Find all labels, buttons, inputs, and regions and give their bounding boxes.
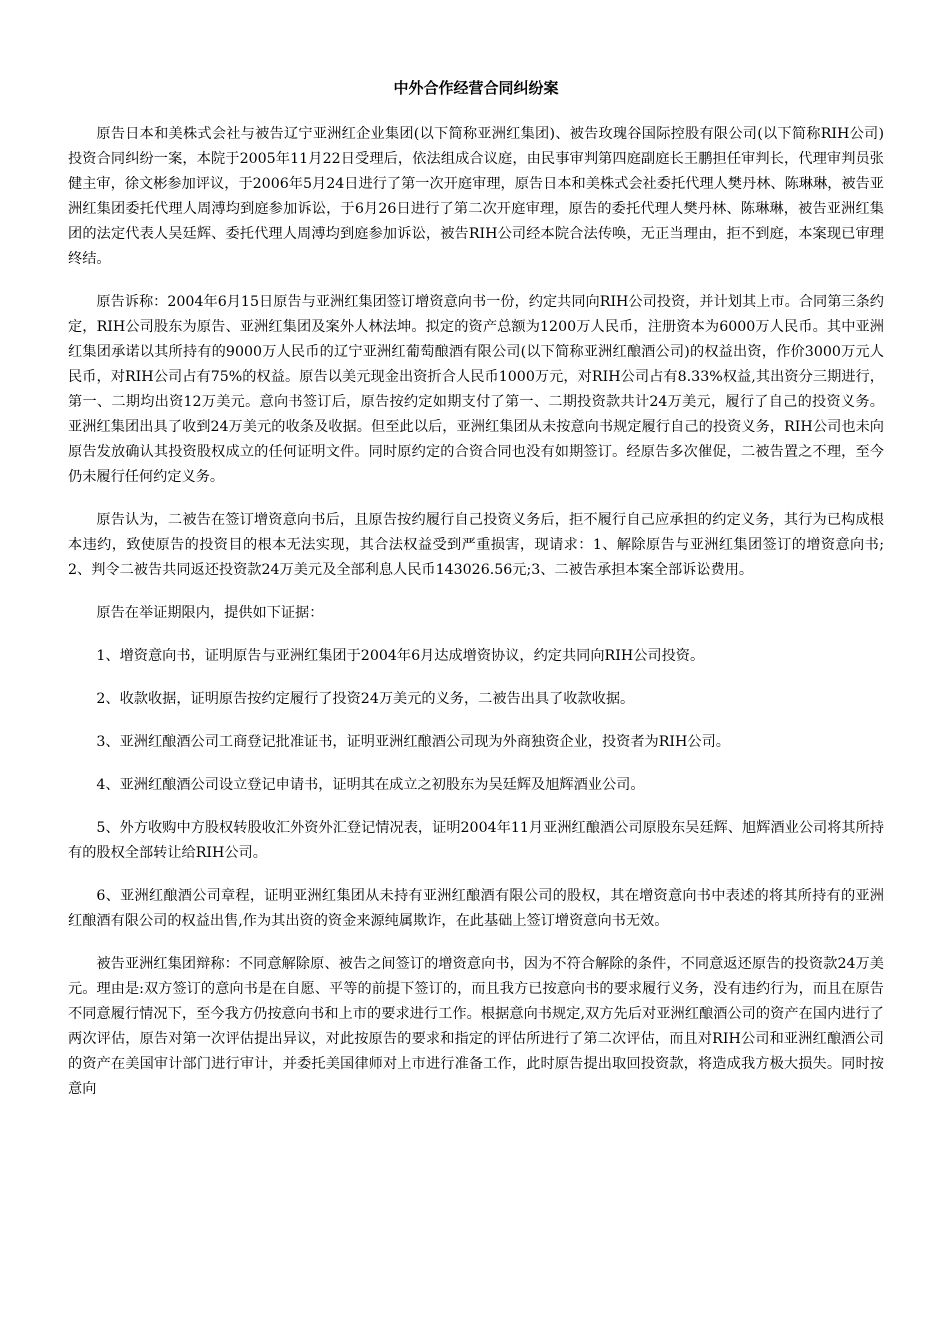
paragraph-evidence-5: 5、外方收购中方股权转股收汇外资外汇登记情况表，证明2004年11月亚洲红酿酒公司原股东吴廷辉、旭辉酒业公司将其所持有的股权全部转让给RIH公司。	[68, 820, 884, 861]
paragraph-evidence-1: 1、增资意向书，证明原告与亚洲红集团于2004年6月达成增资协议，约定共同向RIH公司投资。	[96, 648, 705, 664]
document-title: 中外合作经营合同纠纷案	[393, 79, 559, 97]
paragraph-evidence-2: 2、收款收据，证明原告按约定履行了投资24万美元的义务，二被告出具了收款收据。	[96, 691, 635, 707]
paragraph-case-intro: 原告日本和美株式会社与被告辽宁亚洲红企业集团(以下简称亚洲红集团)、被告玫瑰谷国际控股有限公司(以下简称RIH公司)投资合同纠纷一案，本院于2005年11月22日受理后，依法组成合议庭，由民事审判第四庭副庭长王鹏担任审判长，代理审判员张健主审，徐文彬参加评议，于2006年5月24日进行了第一次开庭审理，原告日本和美株式会社委托代理人樊丹林、陈琳琳，被告亚洲红集团委托代理人周溥均到庭参加诉讼，于6月26日进行了第二次开庭审理，原告的委托代理人樊丹林、陈琳琳，被告亚洲红集团的法定代表人吴廷辉、委托代理人周溥均到庭参加诉讼，被告RIH公司经本院合法传唤，无正当理由，拒不到庭，本案现已审理终结。	[68, 126, 884, 267]
document-page	[68, 70, 884, 1120]
paragraph-evidence-intro: 原告在举证期限内，提供如下证据：	[96, 605, 324, 621]
paragraph-evidence-3: 3、亚洲红酿酒公司工商登记批准证书，证明亚洲红酿酒公司现为外商独资企业，投资者为RIH公司。	[96, 734, 730, 750]
paragraph-plaintiff-request: 原告认为，二被告在签订增资意向书后，且原告按约履行自己投资义务后，拒不履行自己应承担的约定义务，其行为已构成根本违约，致使原告的投资目的根本无法实现，其合法权益受到严重损害，现请求：1、解除原告与亚洲红集团签订的增资意向书;2、判令二被告共同返还投资款24万美元及全部利息人民币143026.56元;3、二被告承担本案全部诉讼费用。	[68, 512, 884, 578]
paragraph-defendant-defense: 被告亚洲红集团辩称：不同意解除原、被告之间签订的增资意向书，因为不符合解除的条件，不同意返还原告的投资款24万美元。理由是:双方签订的意向书是在自愿、平等的前提下签订的，而且我方已按意向书的要求履行义务，没有违约行为，而且在原告不同意履行情况下，至今我方仍按意向书和上市的要求进行工作。根据意向书规定,双方先后对亚洲红酿酒公司的资产在国内进行了两次评估，原告对第一次评估提出异议，对此按原告的要求和指定的评估所进行了第二次评估，而且对RIH公司和亚洲红酿酒公司的资产在美国审计部门进行审计，并委托美国律师对上市进行准备工作，此时原告提出取回投资款，将造成我方极大损失。同时按意向	[68, 956, 884, 1097]
paragraph-plaintiff-claim: 原告诉称：2004年6月15日原告与亚洲红集团签订增资意向书一份，约定共同向RIH公司投资，并计划其上市。合同第三条约定，RIH公司股东为原告、亚洲红集团及案外人林法坤。拟定的资产总额为1200万人民币，注册资本为6000万人民币。其中亚洲红集团承诺以其所持有的9000万人民币的辽宁亚洲红葡萄酿酒有限公司(以下简称亚洲红酿酒公司)的权益出资，作价3000万元人民币，对RIH公司占有75%的权益。原告以美元现金出资折合人民币1000万元，对RIH公司占有8.33%权益,其出资分三期进行，第一、二期均出资12万美元。意向书签订后，原告按约定如期支付了第一、二期投资款共计24万美元，履行了自己的投资义务。亚洲红集团出具了收到24万美元的收条及收据。但至此以后，亚洲红集团从未按意向书规定履行自己的投资义务，RIH公司也未向原告发放确认其投资股权成立的任何证明文件。同时原约定的合资合同也没有如期签订。经原告多次催促，二被告置之不理，至今仍未履行任何约定义务。	[68, 294, 884, 485]
paragraph-evidence-6: 6、亚洲红酿酒公司章程，证明亚洲红集团从未持有亚洲红酿酒有限公司的股权，其在增资意向书中表述的将其所持有的亚洲红酿酒有限公司的权益出售,作为其出资的资金来源纯属欺诈，在此基础上签订增资意向书无效。	[68, 888, 884, 929]
paragraph-evidence-4: 4、亚洲红酿酒公司设立登记申请书，证明其在成立之初股东为吴廷辉及旭辉酒业公司。	[96, 777, 645, 793]
